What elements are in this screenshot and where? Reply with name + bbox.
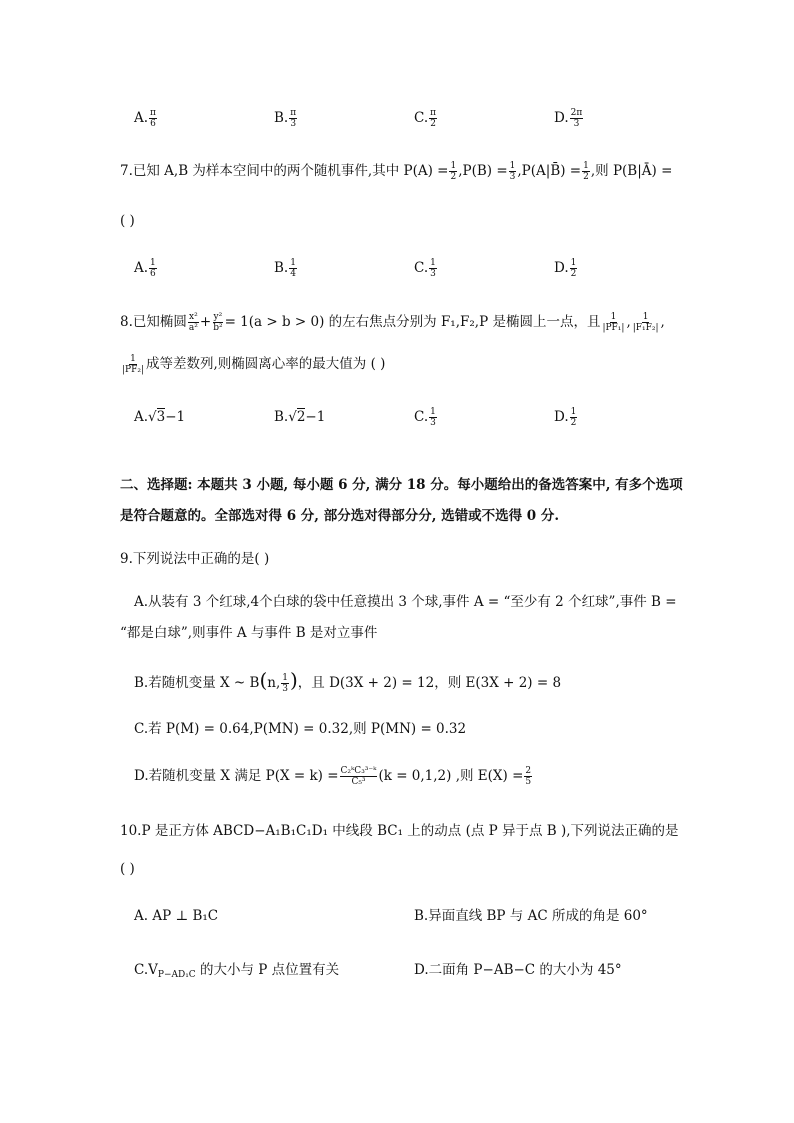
option-label: C. — [414, 110, 429, 126]
q6-option-d — [554, 108, 584, 129]
fraction-num: 1 — [570, 407, 577, 417]
comma: , — [626, 314, 631, 330]
fraction-den: |F₁F₂| — [632, 323, 659, 333]
fraction — [121, 354, 145, 375]
fraction-den: |PF₁| — [602, 323, 625, 333]
fraction-num: π — [290, 108, 297, 118]
fraction — [429, 108, 437, 129]
fraction — [289, 108, 297, 129]
fraction-den: 2 — [583, 172, 589, 182]
fraction-num: 1 — [130, 354, 136, 364]
fraction-num: 1 — [583, 161, 589, 171]
q8-option-a: A.√3−1 — [134, 409, 186, 425]
fraction-den: 3 — [573, 119, 580, 129]
q10-c-text: 的大小与 P 点位置有关 — [195, 962, 340, 978]
q7-paren: ( ) — [120, 213, 135, 229]
fraction-num: 1 — [150, 258, 156, 268]
fraction — [570, 407, 578, 428]
option-tail: −1 — [305, 409, 326, 425]
fraction — [570, 258, 578, 279]
fraction — [582, 161, 590, 182]
q9-option-d — [134, 766, 533, 787]
q8-option-b: B.√2−1 — [274, 409, 326, 425]
q10-option-d: D.二面角 P−AB−C 的大小为 45° — [414, 962, 622, 978]
q9-b-n: n, — [267, 675, 281, 691]
fraction — [281, 673, 289, 694]
fraction-num: 1 — [430, 407, 436, 417]
option-label: A. — [134, 260, 149, 276]
option-label: B. — [274, 110, 289, 126]
option-label: C. — [414, 260, 429, 276]
section2-heading-line2: 是符合题意的。全部选对得 6 分, 部分选对得部分分, 选错或不选得 0 分. — [120, 508, 560, 524]
fraction-den: 2 — [570, 418, 577, 428]
q7-option-c — [414, 258, 438, 279]
fraction-num: y² — [213, 312, 223, 322]
fraction — [149, 108, 157, 129]
fraction-num: 1 — [570, 258, 577, 268]
q10-option-a: A. AP ⊥ B₁C — [134, 908, 219, 924]
fraction — [632, 312, 660, 333]
fraction — [289, 258, 297, 279]
fraction-num: 2 — [525, 766, 532, 776]
fraction — [429, 407, 437, 428]
q10-stem: 10.P 是正方体 ABCD−A₁B₁C₁D₁ 中线段 BC₁ 上的动点 (点 P 异于点 B ),下列说法正确的是 — [120, 823, 679, 839]
fraction-num: π — [150, 108, 156, 118]
option-label: D. — [554, 110, 569, 126]
fraction-den: 3 — [509, 172, 516, 182]
q8-stem-text: 成等差数列,则椭圆离心率的最大值为 ( ) — [145, 356, 386, 372]
q7-stem-text: 7.已知 A,B 为样本空间中的两个随机事件,其中 P(A) = — [120, 163, 449, 179]
q7-stem-text: ,则 P(B|Ā) = — [590, 163, 673, 179]
fraction — [449, 161, 457, 182]
option-label: B. — [274, 260, 289, 276]
fraction-num: 2π — [570, 108, 583, 118]
comma: , — [660, 314, 665, 330]
fraction — [601, 312, 625, 333]
fraction-den: 6 — [150, 119, 156, 129]
q9-option-a-line2: “都是白球”,则事件 A 与事件 B 是对立事件 — [120, 625, 378, 641]
fraction-den: 3 — [290, 119, 297, 129]
fraction-den: 5 — [525, 777, 532, 787]
q8-option-d — [554, 407, 578, 428]
fraction-num: x² — [189, 312, 198, 322]
q9-stem: 9.下列说法中正确的是( ) — [120, 551, 270, 567]
q9-d-text: D.若随机变量 X 满足 P(X = k) = — [134, 768, 339, 784]
fraction-num: 1 — [430, 258, 436, 268]
fraction — [212, 312, 223, 333]
q9-option-a-line1: A.从装有 3 个红球,4个白球的袋中任意摸出 3 个球,事件 A = “至少有 2 个红球”,事件 B = — [134, 594, 677, 610]
paren-close: ) — [289, 668, 298, 692]
q7-stem-text: ,P(A|B̄) = — [517, 163, 582, 179]
fraction-num: 1 — [610, 312, 617, 322]
q9-b-text: B.若随机变量 X ~ B — [134, 675, 260, 691]
q8-stem-line2 — [120, 354, 385, 375]
q10-c-text: C.V — [134, 962, 158, 978]
plus-sign: + — [199, 314, 212, 330]
q8-stem — [120, 312, 665, 333]
fraction — [524, 766, 532, 787]
fraction-den: 2 — [430, 119, 436, 129]
fraction-num: 1 — [509, 161, 516, 171]
fraction-num: 1 — [450, 161, 457, 171]
q9-option-b — [134, 670, 561, 694]
fraction — [188, 312, 199, 333]
q8-option-c — [414, 407, 438, 428]
q8-stem-text: 8.已知椭圆 — [120, 314, 187, 330]
q10-paren: ( ) — [120, 861, 135, 877]
q9-d-text: (k = 0,1,2) ,则 E(X) = — [378, 768, 524, 784]
option-tail: −1 — [165, 409, 186, 425]
fraction-den: 3 — [430, 269, 436, 279]
q6-option-a — [134, 108, 158, 129]
q8-stem-text: = 1(a > b > 0) 的左右焦点分别为 F₁,F₂,P 是椭圆上一点，且 — [224, 314, 601, 330]
option-label: D. — [554, 409, 569, 425]
fraction-den: b² — [213, 323, 223, 333]
q7-option-b — [274, 258, 298, 279]
q6-option-c — [414, 108, 438, 129]
fraction-den: a² — [188, 323, 198, 333]
fraction-den: |PF₂| — [122, 365, 144, 375]
fraction-num: 1 — [642, 312, 649, 322]
option-label: D. — [554, 260, 569, 276]
fraction-den: 3 — [430, 418, 436, 428]
q9-b-text: ，且 D(3X + 2) = 12，则 E(3X + 2) = 8 — [297, 675, 562, 691]
fraction-den: 6 — [150, 269, 156, 279]
q9-option-c: C.若 P(M) = 0.64,P(MN) = 0.32,则 P(MN) = 0.32 — [134, 721, 467, 737]
fraction-den: 4 — [290, 269, 296, 279]
fraction-num: C₂ᵏC₃³⁻ᵏ — [340, 766, 377, 776]
fraction — [149, 258, 157, 279]
q10-option-b: B.异面直线 BP 与 AC 所成的角是 60° — [414, 908, 648, 924]
q10-option-c — [134, 960, 339, 985]
fraction — [340, 766, 378, 787]
section2-heading-line1: 二、选择题: 本题共 3 小题, 每小题 6 分, 满分 18 分。每小题给出的备选答案中, 有多个选项 — [120, 477, 683, 493]
q7-option-d — [554, 258, 578, 279]
q7-stem — [120, 161, 672, 182]
sqrt-radicand: 3 — [156, 409, 166, 425]
option-label: C. — [414, 409, 429, 425]
fraction-den: C₅³ — [351, 777, 366, 787]
fraction-num: 1 — [290, 258, 296, 268]
fraction-den: 2 — [450, 172, 457, 182]
q7-stem-text: ,P(B) = — [458, 163, 508, 179]
fraction — [509, 161, 517, 182]
option-label: A. — [134, 409, 149, 425]
option-label: B. — [274, 409, 289, 425]
paren-open: ( — [259, 668, 268, 692]
fraction-num: π — [430, 108, 437, 118]
fraction — [429, 258, 437, 279]
fraction — [570, 108, 584, 129]
sqrt-radicand: 2 — [296, 409, 306, 425]
q6-option-b — [274, 108, 298, 129]
fraction-num: 1 — [282, 673, 288, 683]
fraction-den: 3 — [282, 684, 288, 694]
fraction-den: 2 — [570, 269, 577, 279]
q10-c-subscript: P−AD₁C — [157, 970, 196, 980]
q7-option-a — [134, 258, 158, 279]
option-label: A. — [134, 110, 149, 126]
